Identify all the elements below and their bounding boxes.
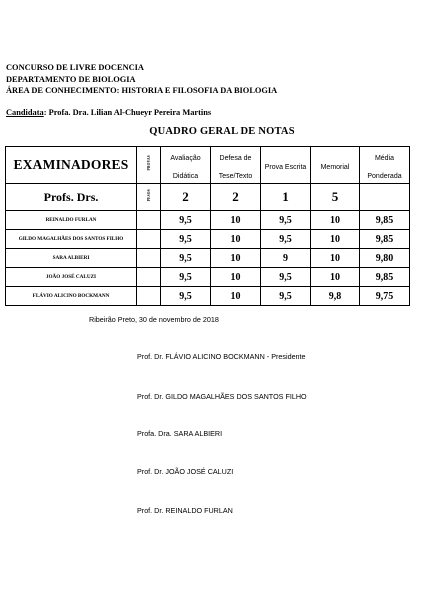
examiner-name: REINALDO FURLAN xyxy=(6,211,137,230)
table-row xyxy=(6,268,410,287)
signature-line: Prof. Dr. JOÃO JOSÉ CALUZI xyxy=(137,467,234,476)
weights-row xyxy=(6,184,410,211)
weighted-average-cell: 9,85 xyxy=(360,230,410,249)
examiner-spacer xyxy=(137,249,161,268)
header-department: DEPARTAMENTO DE BIOLOGIA xyxy=(6,74,136,84)
profs-label: Profs. Drs. xyxy=(43,190,99,204)
score-cell: 10 xyxy=(311,268,360,287)
criterion-header xyxy=(360,147,410,184)
table-row xyxy=(6,230,410,249)
weight-cell: 1 xyxy=(261,184,311,211)
candidate-line xyxy=(6,108,211,117)
score-cell: 9,5 xyxy=(161,211,211,230)
score-cell: 9,5 xyxy=(261,268,311,287)
examiner-spacer xyxy=(137,287,161,306)
criterion-name: Defesa de Tese/Texto xyxy=(218,155,253,180)
score-cell: 9,5 xyxy=(161,287,211,306)
signature-line: Prof. Dr. FLÁVIO ALICINO BOCKMANN - Presidente xyxy=(137,352,306,361)
weighted-average-cell: 9,75 xyxy=(360,287,410,306)
weighted-average-cell: 9,85 xyxy=(360,211,410,230)
score-cell: 9,5 xyxy=(161,249,211,268)
score-cell: 9,5 xyxy=(261,230,311,249)
examiner-spacer xyxy=(137,230,161,249)
document-header xyxy=(6,62,277,97)
weighted-average-cell: 9,85 xyxy=(360,268,410,287)
signature-line: Prof. Dr. REINALDO FURLAN xyxy=(137,506,233,515)
score-cell: 10 xyxy=(211,249,261,268)
score-cell: 10 xyxy=(211,268,261,287)
score-cell: 9 xyxy=(261,249,311,268)
score-cell: 10 xyxy=(311,249,360,268)
criterion-header xyxy=(161,147,211,184)
criterion-name: Avaliação Didática xyxy=(170,155,201,180)
weight-cell: 2 xyxy=(161,184,211,211)
score-cell: 10 xyxy=(311,211,360,230)
table-row xyxy=(6,211,410,230)
candidate-label: Candidata xyxy=(6,108,44,117)
score-cell: 9,5 xyxy=(161,268,211,287)
score-cell: 9,5 xyxy=(261,211,311,230)
score-cell: 9,5 xyxy=(161,230,211,249)
vertical-label-cell xyxy=(137,147,161,184)
examiner-name: FLÁVIO ALICINO BOCKMANN xyxy=(6,287,137,306)
criterion-name: Prova Escrita xyxy=(264,164,307,171)
vertical-label-cell xyxy=(137,184,161,211)
weight-cell: 5 xyxy=(311,184,360,211)
signature-line: Prof. Dr. GILDO MAGALHÃES DOS SANTOS FILHO xyxy=(137,392,307,401)
weight-cell xyxy=(360,184,410,211)
score-cell: 9,5 xyxy=(261,287,311,306)
weight-cell: 2 xyxy=(211,184,261,211)
profs-label-cell xyxy=(6,184,137,211)
examiners-label-cell xyxy=(6,147,137,184)
score-cell: 9,8 xyxy=(311,287,360,306)
score-cell: 10 xyxy=(211,287,261,306)
vertical-label-pesos: PESOS xyxy=(146,188,151,201)
examiner-name: GILDO MAGALHÃES DOS SANTOS FILHO xyxy=(6,230,137,249)
header-contest: CONCURSO DE LIVRE DOCENCIA xyxy=(6,63,144,72)
criterion-header xyxy=(311,147,360,184)
score-cell: 10 xyxy=(211,211,261,230)
examiner-name: SARA ALBIERI xyxy=(6,249,137,268)
criterion-name: Média Ponderada xyxy=(367,155,402,180)
table-row xyxy=(6,287,410,306)
examiner-spacer xyxy=(137,268,161,287)
score-cell: 10 xyxy=(311,230,360,249)
grades-table xyxy=(5,146,410,306)
examiners-label: EXAMINADORES xyxy=(13,157,129,172)
date-line: Ribeirão Preto, 30 de novembro de 2018 xyxy=(89,315,219,324)
criterion-name: Memorial xyxy=(320,164,350,171)
weighted-average-cell: 9,80 xyxy=(360,249,410,268)
criteria-header-row xyxy=(6,147,410,184)
examiner-name: JOÃO JOSÉ CALUZI xyxy=(6,268,137,287)
examiner-spacer xyxy=(137,211,161,230)
signature-line: Profa. Dra. SARA ALBIERI xyxy=(137,429,223,438)
header-area: ÁREA DE CONHECIMENTO: HISTORIA E FILOSOFIA DA BIOLOGIA xyxy=(6,86,278,95)
score-cell: 10 xyxy=(211,230,261,249)
table-title: QUADRO GERAL DE NOTAS xyxy=(149,126,295,137)
candidate-name: : Profa. Dra. Lilian Al-Chueyr Pereira Martins xyxy=(43,108,212,117)
vertical-label-provas: PROVAS xyxy=(146,154,151,171)
criterion-header xyxy=(211,147,261,184)
table-row xyxy=(6,249,410,268)
criterion-header xyxy=(261,147,311,184)
